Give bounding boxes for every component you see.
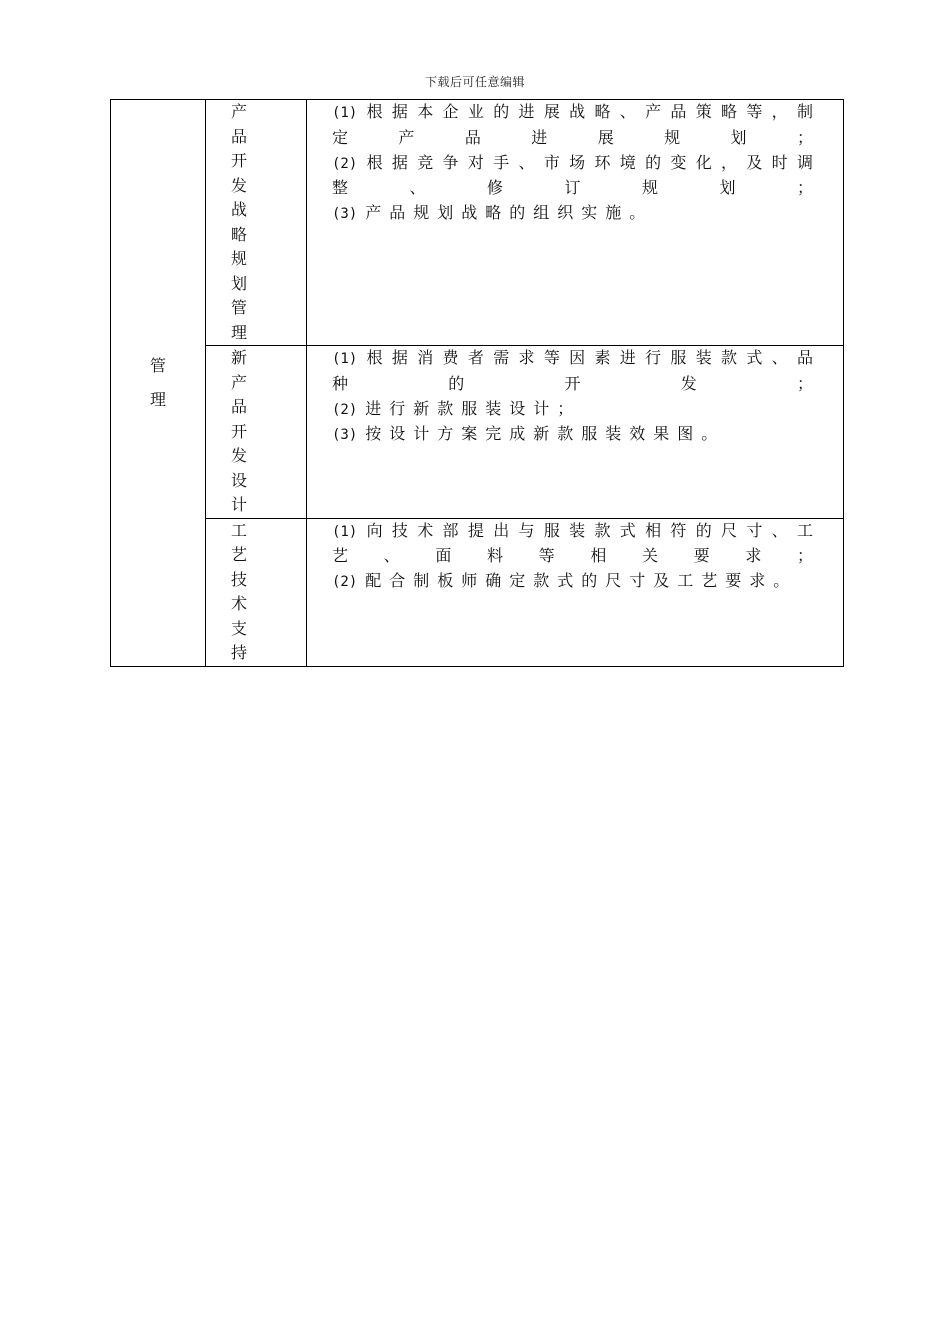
item-text: 根据本企业的进展战略、产品策略等，制定产品进展规划； — [332, 102, 821, 147]
item-number: (2) — [332, 155, 358, 172]
item-text: 进行新款服装设计； — [365, 398, 582, 418]
duty-table — [110, 99, 844, 667]
subtitle-cell — [206, 518, 307, 666]
item-number: (3) — [332, 206, 358, 223]
item-number: (3) — [332, 427, 358, 444]
duty-item — [332, 151, 821, 202]
subtitle-text: 产品开发战略规划管理 — [231, 102, 268, 342]
duty-item — [332, 422, 821, 448]
item-text: 根据消费者需求等因素进行服装款式、品种的开发； — [332, 348, 821, 393]
duty-item — [332, 519, 821, 570]
subtitle-text: 工艺技术支持 — [231, 520, 268, 662]
subtitle-text: 新产品开发设计 — [231, 348, 268, 514]
table-row — [111, 518, 844, 666]
duty-item — [332, 346, 821, 397]
description-cell — [307, 346, 844, 519]
description-cell — [307, 100, 844, 346]
duty-item — [332, 201, 821, 227]
table-row — [111, 100, 844, 346]
duty-item — [332, 569, 821, 595]
category-cell — [111, 100, 206, 667]
item-number: (1) — [332, 105, 358, 121]
item-text: 产品规划战略的组织实施。 — [365, 203, 654, 223]
item-number: (2) — [332, 574, 358, 591]
item-text: 配合制板师确定款式的尺寸及工艺要求。 — [365, 571, 798, 591]
subtitle-cell — [206, 346, 307, 519]
category-char: 管 — [149, 355, 166, 375]
item-number: (1) — [332, 523, 358, 540]
item-text: 根据竞争对手、市场环境的变化，及时调整、修订规划； — [332, 152, 821, 198]
page-header: 下载后可任意编辑 — [424, 75, 525, 89]
category-char: 理 — [149, 389, 166, 409]
item-text: 向技术部提出与服装款式相符的尺寸、工艺、面料等相关要求； — [332, 520, 821, 566]
item-number: (2) — [332, 401, 358, 418]
table-row — [111, 346, 844, 519]
duty-item — [332, 397, 821, 423]
duty-item — [332, 100, 821, 151]
description-cell — [307, 518, 844, 666]
item-number: (1) — [332, 351, 358, 367]
item-text: 按设计方案完成新款服装效果图。 — [365, 424, 726, 444]
subtitle-cell — [206, 100, 307, 346]
